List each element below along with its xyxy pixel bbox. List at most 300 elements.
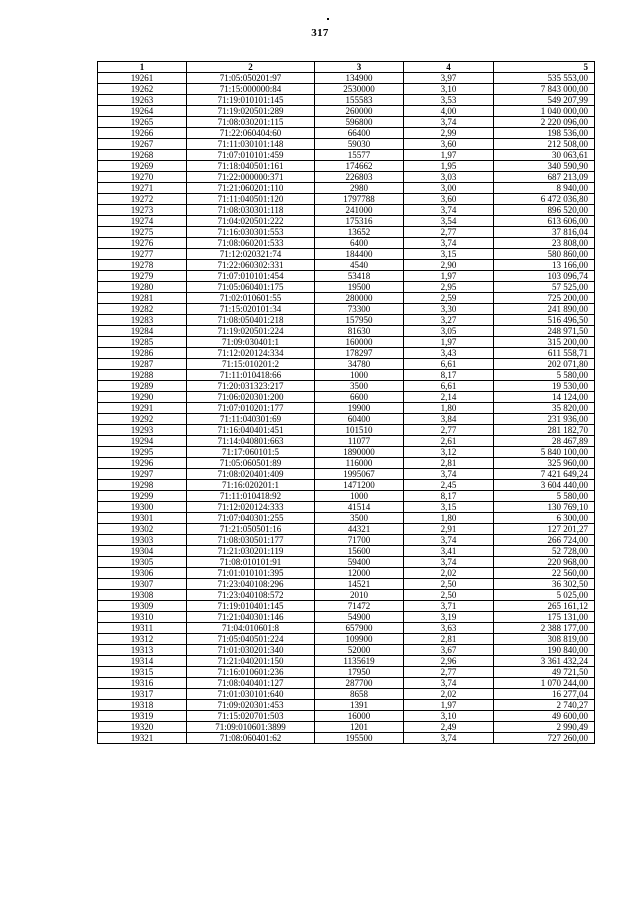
row-number-cell: 19293 (98, 425, 187, 436)
row-number-cell: 19308 (98, 590, 187, 601)
rate-cell: 3,27 (404, 315, 494, 326)
cadastral-number-cell: 71:12:020321:74 (187, 249, 315, 260)
amount-cell: 36 302,50 (494, 579, 595, 590)
table-row (98, 359, 595, 370)
row-number-cell: 19286 (98, 348, 187, 359)
table-row (98, 447, 595, 458)
page-number: 317 (311, 27, 329, 39)
rate-cell: 1,97 (404, 271, 494, 282)
rate-cell: 3,03 (404, 172, 494, 183)
table-row (98, 634, 595, 645)
rate-cell: 6,61 (404, 359, 494, 370)
area-cell: 1000 (315, 491, 404, 502)
row-number-cell: 19292 (98, 414, 187, 425)
cadastral-number-cell: 71:23:040108:296 (187, 579, 315, 590)
table-row (98, 337, 595, 348)
amount-cell: 266 724,00 (494, 535, 595, 546)
amount-cell: 315 200,00 (494, 337, 595, 348)
table-row (98, 84, 595, 95)
rate-cell: 3,74 (404, 535, 494, 546)
rate-cell: 3,67 (404, 645, 494, 656)
area-cell: 134900 (315, 73, 404, 84)
area-cell: 6600 (315, 392, 404, 403)
cadastral-number-cell: 71:07:010101:459 (187, 150, 315, 161)
cadastral-number-cell: 71:08:010101:91 (187, 557, 315, 568)
amount-cell: 23 808,00 (494, 238, 595, 249)
rate-cell: 3,63 (404, 623, 494, 634)
table-row (98, 150, 595, 161)
table-row (98, 381, 595, 392)
rate-cell: 1,95 (404, 161, 494, 172)
amount-cell: 2 220 096,00 (494, 117, 595, 128)
amount-cell: 2 990,49 (494, 722, 595, 733)
table-row (98, 403, 595, 414)
rate-cell: 2,81 (404, 634, 494, 645)
row-number-cell: 19280 (98, 282, 187, 293)
cadastral-number-cell: 71:08:030501:177 (187, 535, 315, 546)
column-header: 5 (494, 62, 595, 73)
cadastral-number-cell: 71:15:020101:34 (187, 304, 315, 315)
area-cell: 53418 (315, 271, 404, 282)
table-row (98, 711, 595, 722)
rate-cell: 3,54 (404, 216, 494, 227)
table-row (98, 601, 595, 612)
rate-cell: 3,74 (404, 238, 494, 249)
rate-cell: 1,97 (404, 337, 494, 348)
table-row (98, 535, 595, 546)
rate-cell: 2,59 (404, 293, 494, 304)
area-cell: 11077 (315, 436, 404, 447)
area-cell: 52000 (315, 645, 404, 656)
cadastral-number-cell: 71:22:060302:331 (187, 260, 315, 271)
rate-cell: 2,77 (404, 425, 494, 436)
rate-cell: 3,71 (404, 601, 494, 612)
table-row (98, 216, 595, 227)
rate-cell: 2,95 (404, 282, 494, 293)
cadastral-number-cell: 71:06:020301:200 (187, 392, 315, 403)
amount-cell: 30 063,61 (494, 150, 595, 161)
row-number-cell: 19314 (98, 656, 187, 667)
amount-cell: 13 166,00 (494, 260, 595, 271)
table-body (98, 73, 595, 744)
table-row (98, 348, 595, 359)
column-header: 1 (98, 62, 187, 73)
row-number-cell: 19287 (98, 359, 187, 370)
cadastral-number-cell: 71:01:030201:340 (187, 645, 315, 656)
scan-speck (327, 18, 329, 20)
amount-cell: 248 971,50 (494, 326, 595, 337)
row-number-cell: 19291 (98, 403, 187, 414)
cadastral-number-cell: 71:11:040501:120 (187, 194, 315, 205)
area-cell: 59400 (315, 557, 404, 568)
area-cell: 54900 (315, 612, 404, 623)
cadastral-number-cell: 71:19:020501:289 (187, 106, 315, 117)
area-cell: 12000 (315, 568, 404, 579)
area-cell: 657900 (315, 623, 404, 634)
table-row (98, 623, 595, 634)
table-row (98, 106, 595, 117)
area-cell: 19900 (315, 403, 404, 414)
table-row (98, 392, 595, 403)
amount-cell: 727 260,00 (494, 733, 595, 744)
cadastral-number-cell: 71:21:050501:16 (187, 524, 315, 535)
rate-cell: 2,91 (404, 524, 494, 535)
row-number-cell: 19290 (98, 392, 187, 403)
rate-cell: 3,15 (404, 502, 494, 513)
amount-cell: 325 960,00 (494, 458, 595, 469)
rate-cell: 3,10 (404, 711, 494, 722)
rate-cell: 3,12 (404, 447, 494, 458)
row-number-cell: 19273 (98, 205, 187, 216)
rate-cell: 2,77 (404, 227, 494, 238)
table-row (98, 491, 595, 502)
rate-cell: 3,74 (404, 678, 494, 689)
cadastral-number-cell: 71:19:010101:145 (187, 95, 315, 106)
rate-cell: 3,53 (404, 95, 494, 106)
row-number-cell: 19282 (98, 304, 187, 315)
cadastral-number-cell: 71:07:010101:454 (187, 271, 315, 282)
amount-cell: 5 580,00 (494, 491, 595, 502)
table-row (98, 183, 595, 194)
area-cell: 81630 (315, 326, 404, 337)
cadastral-number-cell: 71:16:020201:1 (187, 480, 315, 491)
rate-cell: 6,61 (404, 381, 494, 392)
cadastral-number-cell: 71:16:040401:451 (187, 425, 315, 436)
row-number-cell: 19303 (98, 535, 187, 546)
amount-cell: 35 820,00 (494, 403, 595, 414)
cadastral-number-cell: 71:08:050401:218 (187, 315, 315, 326)
amount-cell: 231 936,00 (494, 414, 595, 425)
area-cell: 596800 (315, 117, 404, 128)
area-cell: 73300 (315, 304, 404, 315)
table-row (98, 326, 595, 337)
table-row (98, 480, 595, 491)
row-number-cell: 19301 (98, 513, 187, 524)
table-row (98, 667, 595, 678)
amount-cell: 613 606,00 (494, 216, 595, 227)
table-row (98, 469, 595, 480)
amount-cell: 130 769,10 (494, 502, 595, 513)
cadastral-number-cell: 71:05:060401:175 (187, 282, 315, 293)
table-row (98, 645, 595, 656)
cadastral-number-cell: 71:01:010101:395 (187, 568, 315, 579)
table-row (98, 458, 595, 469)
row-number-cell: 19283 (98, 315, 187, 326)
area-cell: 6400 (315, 238, 404, 249)
area-cell: 175316 (315, 216, 404, 227)
row-number-cell: 19296 (98, 458, 187, 469)
cadastral-number-cell: 71:11:010418:66 (187, 370, 315, 381)
amount-cell: 6 472 036,80 (494, 194, 595, 205)
rate-cell: 3,60 (404, 139, 494, 150)
row-number-cell: 19263 (98, 95, 187, 106)
area-cell: 1995067 (315, 469, 404, 480)
cadastral-number-cell: 71:21:030201:119 (187, 546, 315, 557)
rate-cell: 2,50 (404, 590, 494, 601)
row-number-cell: 19306 (98, 568, 187, 579)
row-number-cell: 19320 (98, 722, 187, 733)
table-row (98, 205, 595, 216)
rate-cell: 3,74 (404, 557, 494, 568)
row-number-cell: 19319 (98, 711, 187, 722)
row-number-cell: 19312 (98, 634, 187, 645)
table-row (98, 161, 595, 172)
rate-cell: 1,97 (404, 150, 494, 161)
amount-cell: 3 361 432,24 (494, 656, 595, 667)
amount-cell: 52 728,00 (494, 546, 595, 557)
cadastral-number-cell: 71:12:020124:334 (187, 348, 315, 359)
cadastral-number-cell: 71:21:040301:146 (187, 612, 315, 623)
row-number-cell: 19311 (98, 623, 187, 634)
cadastral-number-cell: 71:09:030401:1 (187, 337, 315, 348)
rate-cell: 2,90 (404, 260, 494, 271)
rate-cell: 2,45 (404, 480, 494, 491)
amount-cell: 281 182,70 (494, 425, 595, 436)
amount-cell: 516 496,50 (494, 315, 595, 326)
cadastral-number-cell: 71:15:000000:84 (187, 84, 315, 95)
cadastral-number-cell: 71:15:020701:503 (187, 711, 315, 722)
rate-cell: 2,77 (404, 667, 494, 678)
row-number-cell: 19318 (98, 700, 187, 711)
cadastral-number-cell: 71:18:040501:161 (187, 161, 315, 172)
column-header: 3 (315, 62, 404, 73)
cadastral-number-cell: 71:19:020501:224 (187, 326, 315, 337)
area-cell: 2980 (315, 183, 404, 194)
row-number-cell: 19274 (98, 216, 187, 227)
row-number-cell: 19272 (98, 194, 187, 205)
cadastral-number-cell: 71:22:000000:371 (187, 172, 315, 183)
row-number-cell: 19309 (98, 601, 187, 612)
cadastral-number-cell: 71:05:050201:97 (187, 73, 315, 84)
row-number-cell: 19279 (98, 271, 187, 282)
amount-cell: 580 860,00 (494, 249, 595, 260)
row-number-cell: 19269 (98, 161, 187, 172)
area-cell: 1797788 (315, 194, 404, 205)
row-number-cell: 19302 (98, 524, 187, 535)
cadastral-number-cell: 71:04:010601:8 (187, 623, 315, 634)
cadastral-number-cell: 71:12:020124:333 (187, 502, 315, 513)
table-row (98, 260, 595, 271)
rate-cell: 3,74 (404, 733, 494, 744)
amount-cell: 687 213,09 (494, 172, 595, 183)
area-cell: 101510 (315, 425, 404, 436)
amount-cell: 190 840,00 (494, 645, 595, 656)
row-number-cell: 19317 (98, 689, 187, 700)
table-row (98, 238, 595, 249)
cadastral-number-cell: 71:02:010601:55 (187, 293, 315, 304)
area-cell: 195500 (315, 733, 404, 744)
rate-cell: 3,19 (404, 612, 494, 623)
amount-cell: 22 560,00 (494, 568, 595, 579)
area-cell: 13652 (315, 227, 404, 238)
table-row (98, 436, 595, 447)
amount-cell: 2 388 177,00 (494, 623, 595, 634)
area-cell: 44321 (315, 524, 404, 535)
area-cell: 66400 (315, 128, 404, 139)
rate-cell: 3,60 (404, 194, 494, 205)
area-cell: 3500 (315, 513, 404, 524)
row-number-cell: 19298 (98, 480, 187, 491)
row-number-cell: 19275 (98, 227, 187, 238)
table-row (98, 172, 595, 183)
table-row (98, 656, 595, 667)
cadastral-number-cell: 71:08:030201:115 (187, 117, 315, 128)
rate-cell: 3,43 (404, 348, 494, 359)
cadastral-number-cell: 71:11:010418:92 (187, 491, 315, 502)
area-cell: 260000 (315, 106, 404, 117)
table-row (98, 293, 595, 304)
row-number-cell: 19321 (98, 733, 187, 744)
row-number-cell: 19270 (98, 172, 187, 183)
row-number-cell: 19281 (98, 293, 187, 304)
rate-cell: 3,74 (404, 117, 494, 128)
cadastral-number-cell: 71:08:060201:533 (187, 238, 315, 249)
cadastral-number-cell: 71:19:010401:145 (187, 601, 315, 612)
cadastral-number-cell: 71:11:040301:69 (187, 414, 315, 425)
area-cell: 109900 (315, 634, 404, 645)
cadastral-number-cell: 71:14:040801:663 (187, 436, 315, 447)
area-cell: 71472 (315, 601, 404, 612)
rate-cell: 1,80 (404, 513, 494, 524)
area-cell: 241000 (315, 205, 404, 216)
amount-cell: 49 721,50 (494, 667, 595, 678)
area-cell: 59030 (315, 139, 404, 150)
cadastral-number-cell: 71:07:010201:177 (187, 403, 315, 414)
row-number-cell: 19289 (98, 381, 187, 392)
cadastral-number-cell: 71:01:030101:640 (187, 689, 315, 700)
amount-cell: 1 040 000,00 (494, 106, 595, 117)
rate-cell: 8,17 (404, 491, 494, 502)
table-header-row (98, 62, 595, 73)
rate-cell: 3,15 (404, 249, 494, 260)
area-cell: 16000 (315, 711, 404, 722)
rate-cell: 3,74 (404, 469, 494, 480)
rate-cell: 3,84 (404, 414, 494, 425)
amount-cell: 6 300,00 (494, 513, 595, 524)
table-row (98, 271, 595, 282)
amount-cell: 7 421 649,24 (494, 469, 595, 480)
table-row (98, 139, 595, 150)
area-cell: 2530000 (315, 84, 404, 95)
amount-cell: 198 536,00 (494, 128, 595, 139)
row-number-cell: 19262 (98, 84, 187, 95)
area-cell: 71700 (315, 535, 404, 546)
rate-cell: 3,30 (404, 304, 494, 315)
cadastral-number-cell: 71:21:060201:110 (187, 183, 315, 194)
cadastral-number-cell: 71:04:020501:222 (187, 216, 315, 227)
amount-cell: 19 530,00 (494, 381, 595, 392)
row-number-cell: 19310 (98, 612, 187, 623)
table-row (98, 568, 595, 579)
row-number-cell: 19268 (98, 150, 187, 161)
area-cell: 280000 (315, 293, 404, 304)
cadastral-number-cell: 71:07:040301:255 (187, 513, 315, 524)
cadastral-number-cell: 71:08:040401:127 (187, 678, 315, 689)
rate-cell: 3,74 (404, 205, 494, 216)
rate-cell: 4,00 (404, 106, 494, 117)
row-number-cell: 19294 (98, 436, 187, 447)
area-cell: 1000 (315, 370, 404, 381)
amount-cell: 535 553,00 (494, 73, 595, 84)
table-row (98, 249, 595, 260)
row-number-cell: 19277 (98, 249, 187, 260)
cadastral-number-cell: 71:22:060404:60 (187, 128, 315, 139)
area-cell: 8658 (315, 689, 404, 700)
row-number-cell: 19316 (98, 678, 187, 689)
amount-cell: 57 525,00 (494, 282, 595, 293)
amount-cell: 896 520,00 (494, 205, 595, 216)
table-row (98, 282, 595, 293)
table-row (98, 513, 595, 524)
rate-cell: 2,99 (404, 128, 494, 139)
amount-cell: 16 277,04 (494, 689, 595, 700)
amount-cell: 549 207,99 (494, 95, 595, 106)
table-row (98, 73, 595, 84)
amount-cell: 8 940,00 (494, 183, 595, 194)
cadastral-number-cell: 71:21:040201:150 (187, 656, 315, 667)
row-number-cell: 19297 (98, 469, 187, 480)
area-cell: 14521 (315, 579, 404, 590)
area-cell: 4540 (315, 260, 404, 271)
rate-cell: 2,96 (404, 656, 494, 667)
amount-cell: 1 070 244,00 (494, 678, 595, 689)
amount-cell: 103 096,74 (494, 271, 595, 282)
amount-cell: 175 131,00 (494, 612, 595, 623)
cadastral-number-cell: 71:15:010201:2 (187, 359, 315, 370)
row-number-cell: 19313 (98, 645, 187, 656)
amount-cell: 220 968,00 (494, 557, 595, 568)
rate-cell: 2,14 (404, 392, 494, 403)
row-number-cell: 19261 (98, 73, 187, 84)
amount-cell: 14 124,00 (494, 392, 595, 403)
amount-cell: 241 890,00 (494, 304, 595, 315)
cadastral-number-cell: 71:05:040501:224 (187, 634, 315, 645)
amount-cell: 127 201,27 (494, 524, 595, 535)
row-number-cell: 19285 (98, 337, 187, 348)
area-cell: 1201 (315, 722, 404, 733)
cadastral-number-cell: 71:17:060101:5 (187, 447, 315, 458)
amount-cell: 725 200,00 (494, 293, 595, 304)
row-number-cell: 19278 (98, 260, 187, 271)
table-row (98, 95, 595, 106)
rate-cell: 2,61 (404, 436, 494, 447)
table-row (98, 579, 595, 590)
amount-cell: 2 740,27 (494, 700, 595, 711)
area-cell: 178297 (315, 348, 404, 359)
rate-cell: 3,00 (404, 183, 494, 194)
table-row (98, 557, 595, 568)
table-row (98, 524, 595, 535)
area-cell: 174662 (315, 161, 404, 172)
rate-cell: 3,41 (404, 546, 494, 557)
cadastral-number-cell: 71:05:060501:89 (187, 458, 315, 469)
row-number-cell: 19288 (98, 370, 187, 381)
rate-cell: 2,49 (404, 722, 494, 733)
rate-cell: 2,02 (404, 568, 494, 579)
rate-cell: 3,05 (404, 326, 494, 337)
table-row (98, 370, 595, 381)
amount-cell: 5 840 100,00 (494, 447, 595, 458)
amount-cell: 308 819,00 (494, 634, 595, 645)
row-number-cell: 19315 (98, 667, 187, 678)
row-number-cell: 19265 (98, 117, 187, 128)
amount-cell: 611 558,71 (494, 348, 595, 359)
cadastral-number-cell: 71:23:040108:572 (187, 590, 315, 601)
table-row (98, 194, 595, 205)
row-number-cell: 19267 (98, 139, 187, 150)
area-cell: 1471200 (315, 480, 404, 491)
area-cell: 1391 (315, 700, 404, 711)
